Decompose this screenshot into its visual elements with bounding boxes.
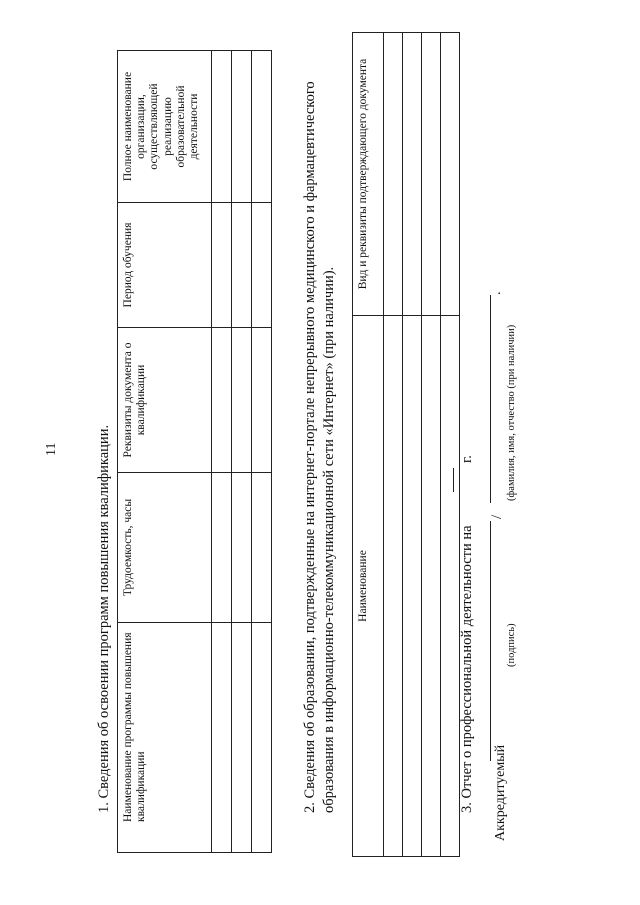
col-organization-name: Полное наименование организации, осуществляющей реализацию образовательной деятельности — [118, 51, 212, 203]
table-row — [403, 33, 422, 857]
page-number: 11 — [44, 442, 59, 456]
section-3-title: 3. Отчет о профессиональной деятельности на — [459, 525, 475, 813]
signature-line — [490, 521, 491, 761]
accredited-label: Аккредитуемый — [493, 744, 508, 841]
table-row — [384, 33, 403, 857]
full-name-line — [490, 295, 491, 503]
signature-separator: / — [489, 514, 505, 519]
table-header-row — [118, 51, 212, 853]
table-row — [441, 33, 460, 857]
col-qualification-document: Реквизиты документа о квалификации — [118, 328, 212, 473]
col-program-name: Наименование программы повышения квалификации — [118, 623, 212, 853]
year-suffix: г. — [459, 455, 475, 463]
year-blank-line — [453, 468, 454, 492]
education-portal-table — [352, 32, 460, 857]
col-hours: Трудоемкость, часы — [118, 473, 212, 623]
col-name: Наименование — [353, 316, 384, 857]
signature-caption: (подпись) — [506, 623, 517, 667]
table-row — [422, 33, 441, 857]
col-study-period: Период обучения — [118, 203, 212, 328]
table-row — [212, 51, 232, 853]
full-name-caption: (фамилия, имя, отчество (при наличии) — [506, 324, 517, 501]
col-document-details: Вид и реквизиты подтверждающего документа — [353, 33, 384, 316]
section-2-title-line-1: 2. Сведения об образовании, подтвержденные на интернет-портале непрерывного медицинского и фармацевтического — [302, 81, 318, 813]
table-header-row — [353, 33, 384, 857]
section-1-title: 1. Сведения об освоении программ повышения квалификации. — [96, 424, 112, 813]
table-row — [232, 51, 252, 853]
terminal-dot: . — [489, 291, 504, 295]
section-2-title-line-2: образования в информационно-телекоммуникационной сети «Интернет» (при наличии). — [321, 266, 337, 813]
qualification-programs-table — [117, 50, 272, 853]
table-row — [252, 51, 272, 853]
